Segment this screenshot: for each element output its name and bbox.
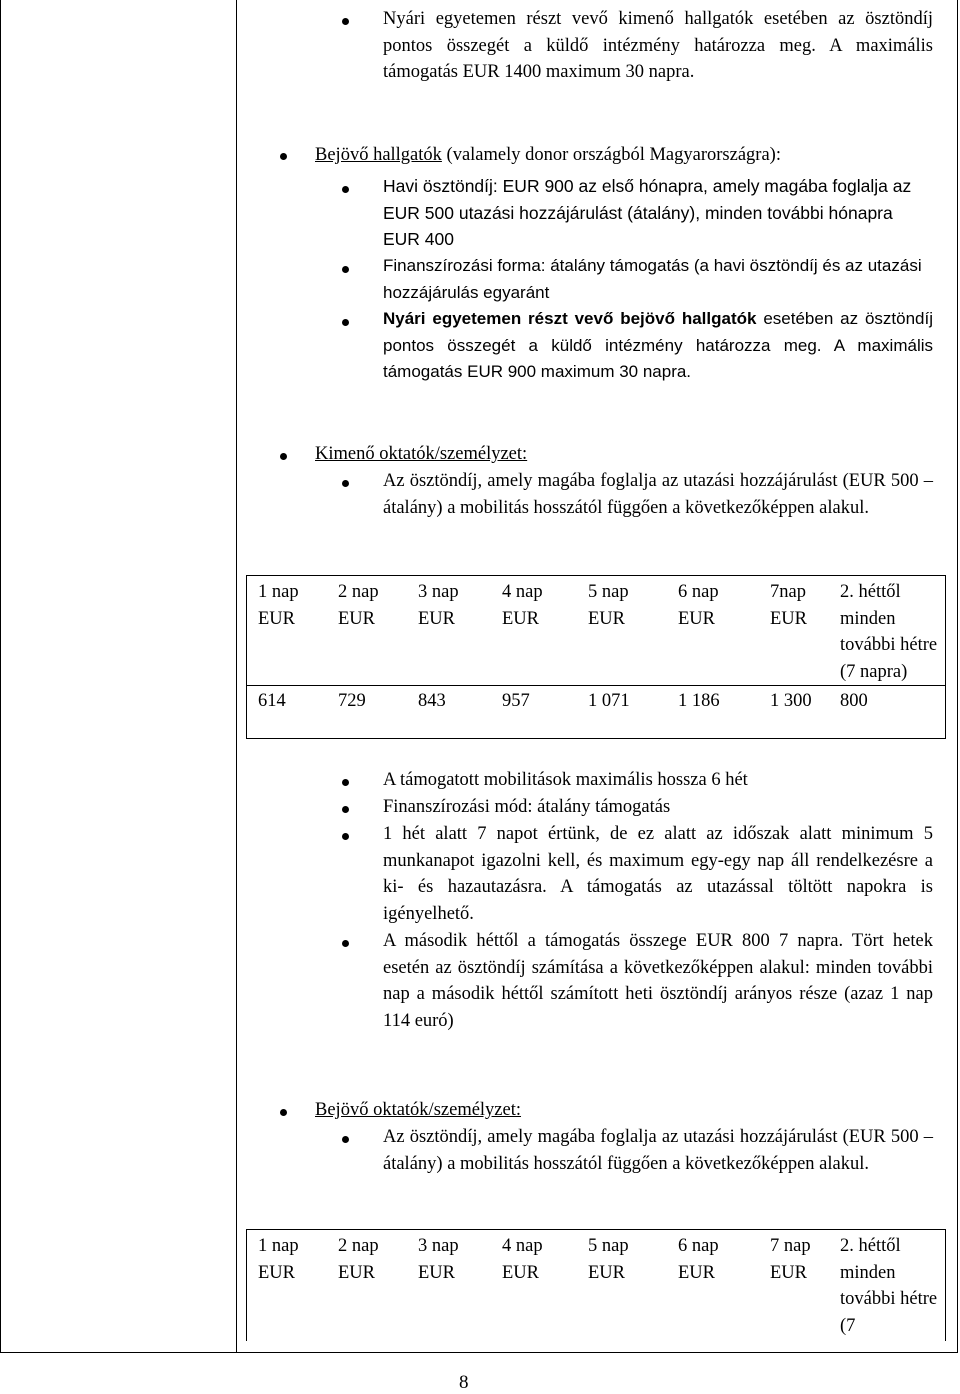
bullet-icon [342,833,349,840]
bullet-icon [342,940,349,947]
bullet-icon [342,186,349,193]
table-header-row [246,1231,946,1339]
table-header-cell: 4 nap EUR [502,582,543,629]
note-second-week: A második héttől a támogatás összege EUR 800 7 napra. Tört hetek esetén az ösztöndíj számítása a következőképpen alakul: minden további nap a második héttől számított heti ösztöndíj arányos része (azaz 1 nap 114 euró) [383,931,933,1031]
left-column-frame [0,0,237,1353]
outgoing-staff-heading: Kimenő oktatók/személyzet: [315,444,528,464]
table-cell: 800 [828,686,946,717]
note-financing: Finanszírozási mód: átalány támogatás [383,797,671,817]
page-number: 8 [459,1372,469,1393]
bullet-icon [342,779,349,786]
table-header-cell: 5 nap EUR [588,582,629,629]
bullet-icon [342,266,349,273]
incoming-students-item-3 [383,306,933,386]
table-cell: 843 [406,686,490,717]
table-header-cell: 2 nap EUR [338,1236,379,1283]
table-header-cell: 2 nap EUR [338,582,379,629]
bullet-icon [342,480,349,487]
table-header-cell: 3 nap EUR [418,582,459,629]
outgoing-staff-table [246,577,946,717]
bullet-icon [280,453,287,460]
table-cell: 1 300 [758,686,828,717]
table-header-cell: 4 nap EUR [502,1236,543,1283]
table-header-cell: 1 nap EUR [258,582,299,629]
table-header-cell: 1 nap EUR [258,1236,299,1283]
table-cell: 1 186 [666,686,758,717]
incoming-staff-text: Az ösztöndíj, amely magába foglalja az utazási hozzájárulást (EUR 500 – átalány) a mobilitás hosszától függően a következőképpen alakul. [383,1127,933,1174]
bullet-icon [342,319,349,326]
incoming-students-heading-line [315,142,935,169]
note-week-definition: 1 hét alatt 7 napot értünk, de ez alatt az időszak alatt minimum 5 munkanapot igazolni kell, és maximum egy-egy nap áll rendelkezésre a ki- és hazautazásra. A támogatás az utazással töltött napokra is igényelhető. [383,824,933,924]
table-header-cell: 7 nap EUR [770,1236,811,1283]
incoming-students-heading: Bejövő hallgatók [315,145,442,165]
table-header-cell: 5 nap EUR [588,1236,629,1283]
incoming-students-item-3-bold: Nyári egyetemen részt vevő bejövő hallgatók [383,309,757,328]
table-header-cell: 2. héttől minden további hétre (7 napra) [840,582,938,682]
incoming-staff-table [246,1231,946,1339]
incoming-students-item-3-rest: esetében az ösztöndíj pontos összegét a küldő intézmény határozza meg. A maximális támogatás EUR 900 maximum 30 napra. [383,309,933,381]
table-cell: 957 [490,686,576,717]
table-header-cell: 7nap EUR [770,582,807,629]
outgoing-staff-text: Az ösztöndíj, amely magába foglalja az utazási hozzájárulást (EUR 500 – átalány) a mobilitás hosszától függően a következőképpen alakul. [383,471,933,518]
bullet-icon [280,153,287,160]
table-cell: 729 [326,686,406,717]
table-row [246,686,946,717]
summer-outgoing-text: Nyári egyetemen részt vevő kimenő hallgatók esetében az ösztöndíj pontos összegét a küldő intézmény határozza meg. A maximális támogatás EUR 1400 maximum 30 napra. [383,9,933,82]
bullet-icon [342,1136,349,1143]
incoming-students-item-2: Finanszírozási forma: átalány támogatás (a havi ösztöndíj és az utazási hozzájárulás egyaránt [383,256,922,302]
incoming-staff-heading: Bejövő oktatók/személyzet: [315,1100,522,1120]
table-header-cell: 6 nap EUR [678,582,719,629]
incoming-students-item-1: Havi ösztöndíj: EUR 900 az első hónapra, amely magába foglalja az EUR 500 utazási hozzájárulást (átalány), minden további hónapra EUR 400 [383,176,912,249]
bullet-icon [342,18,349,25]
table-header-cell: 6 nap EUR [678,1236,719,1283]
table-cell: 1 071 [576,686,666,717]
table-header-row [246,577,946,686]
bullet-icon [280,1109,287,1116]
table-header-cell: 3 nap EUR [418,1236,459,1283]
incoming-students-heading-rest: (valamely donor országból Magyarországra): [441,145,781,165]
bullet-icon [342,806,349,813]
table-cell: 614 [246,686,326,717]
note-max-length: A támogatott mobilitások maximális hossza 6 hét [383,770,748,790]
table-header-cell: 2. héttől minden további hétre (7 [840,1236,938,1336]
